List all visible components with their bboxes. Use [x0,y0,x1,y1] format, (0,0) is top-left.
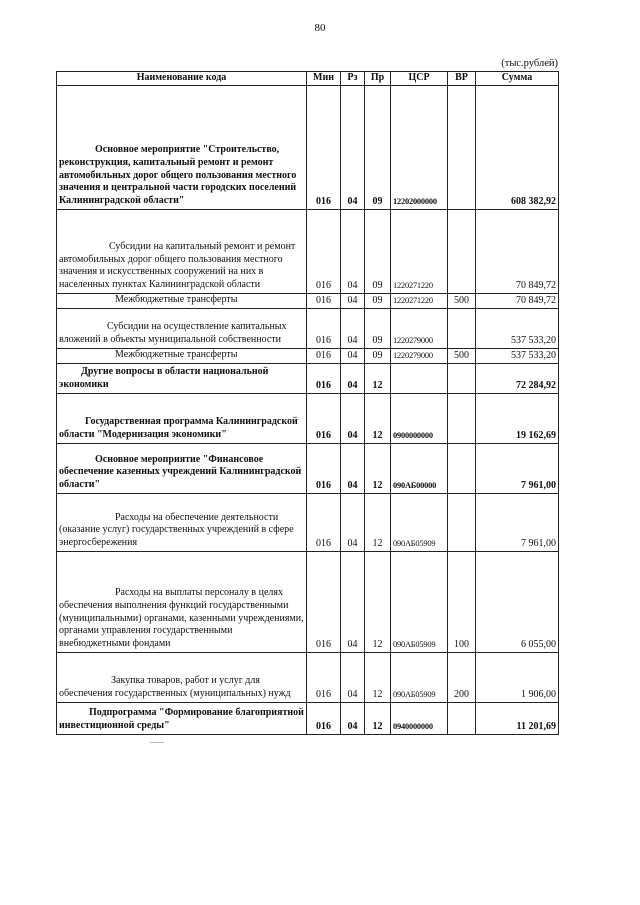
row-name: Субсидии на капитальный ремонт и ремонт автомобильных дорог общего пользования местного значения и искусственных сооружений на них в населенных пунктах Калининградской области [59,240,296,291]
row-sum: 608 382,92 [476,86,559,210]
row-sum: 7 961,00 [476,494,559,552]
row-name: Основное мероприятие "Финансовое обеспечение казенных учреждений Калининградской области" [59,453,302,491]
row-min: 016 [307,494,341,552]
row-csr: 090АБ05909 [391,552,448,653]
row-name: Субсидии на осуществление капитальных вложений в объекты муниципальной собственности [59,321,287,346]
row-vr: 200 [448,653,476,703]
row-vr [448,494,476,552]
row-min: 016 [307,653,341,703]
table-row [57,349,559,364]
header-name: Наименование кода [57,72,307,86]
table-row [57,294,559,309]
row-vr [448,703,476,735]
row-rz: 04 [341,349,365,364]
row-rz: 04 [341,552,365,653]
row-min: 016 [307,703,341,735]
row-pr: 09 [365,294,391,309]
row-vr [448,444,476,494]
table-row [57,309,559,349]
row-rz: 04 [341,444,365,494]
row-rz: 04 [341,394,365,444]
row-name: Расходы на обеспечение деятельности (оказание услуг) государственных учреждений в сфере энергосбережения [59,511,294,549]
row-min: 016 [307,86,341,210]
row-min: 016 [307,552,341,653]
row-sum: 70 849,72 [476,294,559,309]
row-name: Закупка товаров, работ и услуг для обеспечения государственных (муниципальных) нужд [59,675,291,700]
row-rz: 04 [341,210,365,294]
row-sum: 1 906,00 [476,653,559,703]
row-vr [448,86,476,210]
row-csr: 1220271220 [391,210,448,294]
row-min: 016 [307,394,341,444]
row-name: Межбюджетные трансферты [115,349,238,361]
table-row [57,653,559,703]
scan-mark [150,742,164,743]
table-row [57,703,559,735]
row-vr [448,309,476,349]
row-name: Другие вопросы в области национальной экономики [59,366,269,391]
row-rz: 04 [341,309,365,349]
row-rz: 04 [341,86,365,210]
row-pr: 12 [365,364,391,394]
page-number: 80 [314,22,326,34]
row-sum: 70 849,72 [476,210,559,294]
row-name: Государственная программа Калининградской области "Модернизация экономики" [59,416,298,441]
row-csr: 1220271220 [391,294,448,309]
row-min: 016 [307,444,341,494]
row-sum: 19 162,69 [476,394,559,444]
row-pr: 12 [365,552,391,653]
row-csr: 090АБ05909 [391,494,448,552]
header-min: Мин [307,72,341,86]
table-row [57,210,559,294]
budget-table [56,71,559,735]
row-csr: 0900000000 [391,394,448,444]
row-min: 016 [307,364,341,394]
row-pr: 09 [365,309,391,349]
row-pr: 12 [365,653,391,703]
row-csr [391,364,448,394]
row-csr: 1220279000 [391,349,448,364]
header-vr: ВР [448,72,476,86]
row-pr: 12 [365,703,391,735]
row-min: 016 [307,210,341,294]
row-vr: 500 [448,349,476,364]
table-row [57,444,559,494]
row-sum: 11 201,69 [476,703,559,735]
table-row [57,86,559,210]
row-sum: 537 533,20 [476,349,559,364]
units-label: (тыс.рублей) [501,58,558,69]
table-row [57,494,559,552]
row-rz: 04 [341,494,365,552]
row-sum: 7 961,00 [476,444,559,494]
row-vr [448,364,476,394]
row-pr: 12 [365,494,391,552]
row-min: 016 [307,349,341,364]
row-name: Межбюджетные трансферты [115,294,238,306]
table-row [57,552,559,653]
row-sum: 6 055,00 [476,552,559,653]
row-vr [448,394,476,444]
row-vr [448,210,476,294]
header-sum: Сумма [476,72,559,86]
row-rz: 04 [341,703,365,735]
row-sum: 72 284,92 [476,364,559,394]
header-rz: Рз [341,72,365,86]
row-rz: 04 [341,653,365,703]
row-pr: 12 [365,444,391,494]
row-rz: 04 [341,294,365,309]
row-name: Расходы на выплаты персоналу в целях обеспечения выполнения функций государственными (муниципальными) органами, казенными учреждениями, органами управления государственными внебюджетными фондами [59,587,304,650]
row-csr: 1220279000 [391,309,448,349]
row-sum: 537 533,20 [476,309,559,349]
table-header-row [57,72,559,86]
table-row [57,364,559,394]
row-csr: 090АБ05909 [391,653,448,703]
row-pr: 09 [365,86,391,210]
row-pr: 09 [365,210,391,294]
table-row [57,394,559,444]
row-vr: 100 [448,552,476,653]
row-rz: 04 [341,364,365,394]
row-min: 016 [307,294,341,309]
row-vr: 500 [448,294,476,309]
row-name: Подпрограмма "Формирование благоприятной инвестиционной среды" [59,707,304,732]
header-csr: ЦСР [391,72,448,86]
row-pr: 09 [365,349,391,364]
row-name: Основное мероприятие "Строительство, реконструкция, капитальный ремонт и ремонт автомобильных дорог общего пользования местного значения и центральной части городских поселений Калининградской области" [59,144,297,207]
header-pr: Пр [365,72,391,86]
row-csr: 12202000000 [391,86,448,210]
row-csr: 0940000000 [391,703,448,735]
row-csr: 090АБ00000 [391,444,448,494]
row-pr: 12 [365,394,391,444]
row-min: 016 [307,309,341,349]
